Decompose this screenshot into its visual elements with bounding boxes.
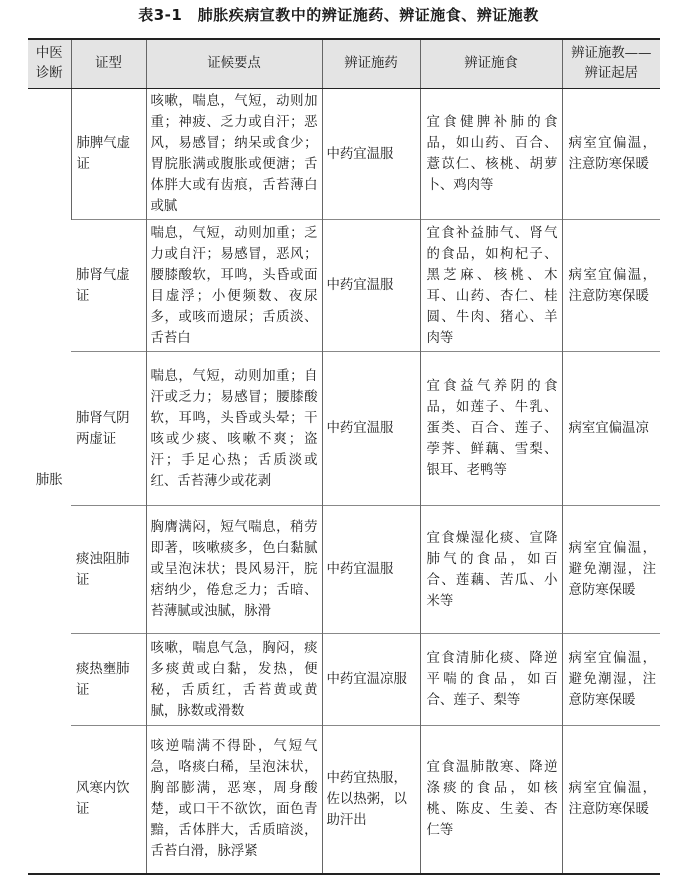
symptoms-cell: 胸膺满闷，短气喘息，稍劳即著，咳嗽痰多，色白黏腻或呈泡沫状；畏风易汗，脘痞纳少，倦怠乏力；舌暗、苔薄腻或浊腻，脉滑 <box>146 506 322 634</box>
living-cell: 病室宜偏温，避免潮湿，注意防寒保暖 <box>562 506 660 634</box>
header-symptoms: 证候要点 <box>146 39 322 89</box>
living-cell: 病室宜偏温，避免潮湿，注意防寒保暖 <box>562 634 660 726</box>
syndrome-type-cell: 痰浊阻肺证 <box>71 506 146 634</box>
table-row <box>28 89 660 220</box>
symptoms-cell: 喘息，气短，动则加重；乏力或自汗；易感冒，恶风；腰膝酸软，耳鸣，头昏或面目虚浮；小便频数、夜尿多，或咳而遗尿；舌质淡、舌苔白 <box>146 220 322 352</box>
symptoms-cell: 咳嗽，喘息气急，胸闷，痰多痰黄或白黏，发热，便秘，舌质红，舌苔黄或黄腻，脉数或滑数 <box>146 634 322 726</box>
syndrome-table <box>28 38 660 875</box>
diet-cell: 宜食补益肺气、肾气的食品，如枸杞子、黑芝麻、核桃、木耳、山药、杏仁、桂圆、牛肉、猪心、羊肉等 <box>420 220 562 352</box>
symptoms-cell: 咳逆喘满不得卧，气短气急，咯痰白稀，呈泡沫状，胸部膨满，恶寒，周身酸楚，或口干不欲饮，面色青黯，舌体胖大，舌质暗淡，舌苔白滑，脉浮紧 <box>146 726 322 874</box>
diet-cell: 宜食益气养阴的食品，如莲子、牛乳、蛋类、百合、莲子、荸荠、鲜藕、雪梨、银耳、老鸭等 <box>420 352 562 506</box>
table-row <box>28 352 660 506</box>
header-syndrome-type: 证型 <box>71 39 146 89</box>
table-row <box>28 506 660 634</box>
symptoms-cell: 咳嗽，喘息，气短，动则加重；神疲、乏力或自汗；恶风，易感冒；纳呆或食少；胃脘胀满或腹胀或便溏；舌体胖大或有齿痕，舌苔薄白或腻 <box>146 89 322 220</box>
header-living: 辨证施教——辨证起居 <box>562 39 660 89</box>
living-cell: 病室宜偏温，注意防寒保暖 <box>562 726 660 874</box>
syndrome-type-cell: 风寒内饮证 <box>71 726 146 874</box>
table-row <box>28 726 660 874</box>
header-row <box>28 39 660 89</box>
living-cell: 病室宜偏温，注意防寒保暖 <box>562 220 660 352</box>
medicine-cell: 中药宜温服 <box>322 352 420 506</box>
table-title: 表3-1 肺胀疾病宣教中的辨证施药、辨证施食、辨证施教 <box>138 6 539 24</box>
syndrome-type-cell: 肺肾气虚证 <box>71 220 146 352</box>
medicine-cell: 中药宜温服 <box>322 220 420 352</box>
header-medicine: 辨证施药 <box>322 39 420 89</box>
medicine-cell: 中药宜温凉服 <box>322 634 420 726</box>
table-row <box>28 220 660 352</box>
syndrome-type-cell: 肺脾气虚证 <box>71 89 146 220</box>
living-cell: 病室宜偏温，注意防寒保暖 <box>562 89 660 220</box>
syndrome-type-cell: 痰热壅肺证 <box>71 634 146 726</box>
diet-cell: 宜食燥湿化痰、宣降肺气的食品，如百合、莲藕、苦瓜、小米等 <box>420 506 562 634</box>
medicine-cell: 中药宜热服，佐以热粥，以助汗出 <box>322 726 420 874</box>
syndrome-type-cell: 肺肾气阴两虚证 <box>71 352 146 506</box>
diet-cell: 宜食温肺散寒、降逆涤痰的食品，如核桃、陈皮、生姜、杏仁等 <box>420 726 562 874</box>
diet-cell: 宜食健脾补肺的食品，如山药、百合、薏苡仁、核桃、胡萝卜、鸡肉等 <box>420 89 562 220</box>
medicine-cell: 中药宜温服 <box>322 506 420 634</box>
header-diet: 辨证施食 <box>420 39 562 89</box>
medicine-cell: 中药宜温服 <box>322 89 420 220</box>
header-diagnosis: 中医诊断 <box>28 39 71 89</box>
diet-cell: 宜食清肺化痰、降逆平喘的食品，如百合、莲子、梨等 <box>420 634 562 726</box>
symptoms-cell: 喘息，气短，动则加重；自汗或乏力；易感冒；腰膝酸软，耳鸣，头昏或头晕；干咳或少痰、咳嗽不爽；盗汗；手足心热；舌质淡或红、舌苔薄少或花剥 <box>146 352 322 506</box>
table-row <box>28 634 660 726</box>
living-cell: 病室宜偏温凉 <box>562 352 660 506</box>
diagnosis-cell: 肺胀 <box>28 89 71 874</box>
